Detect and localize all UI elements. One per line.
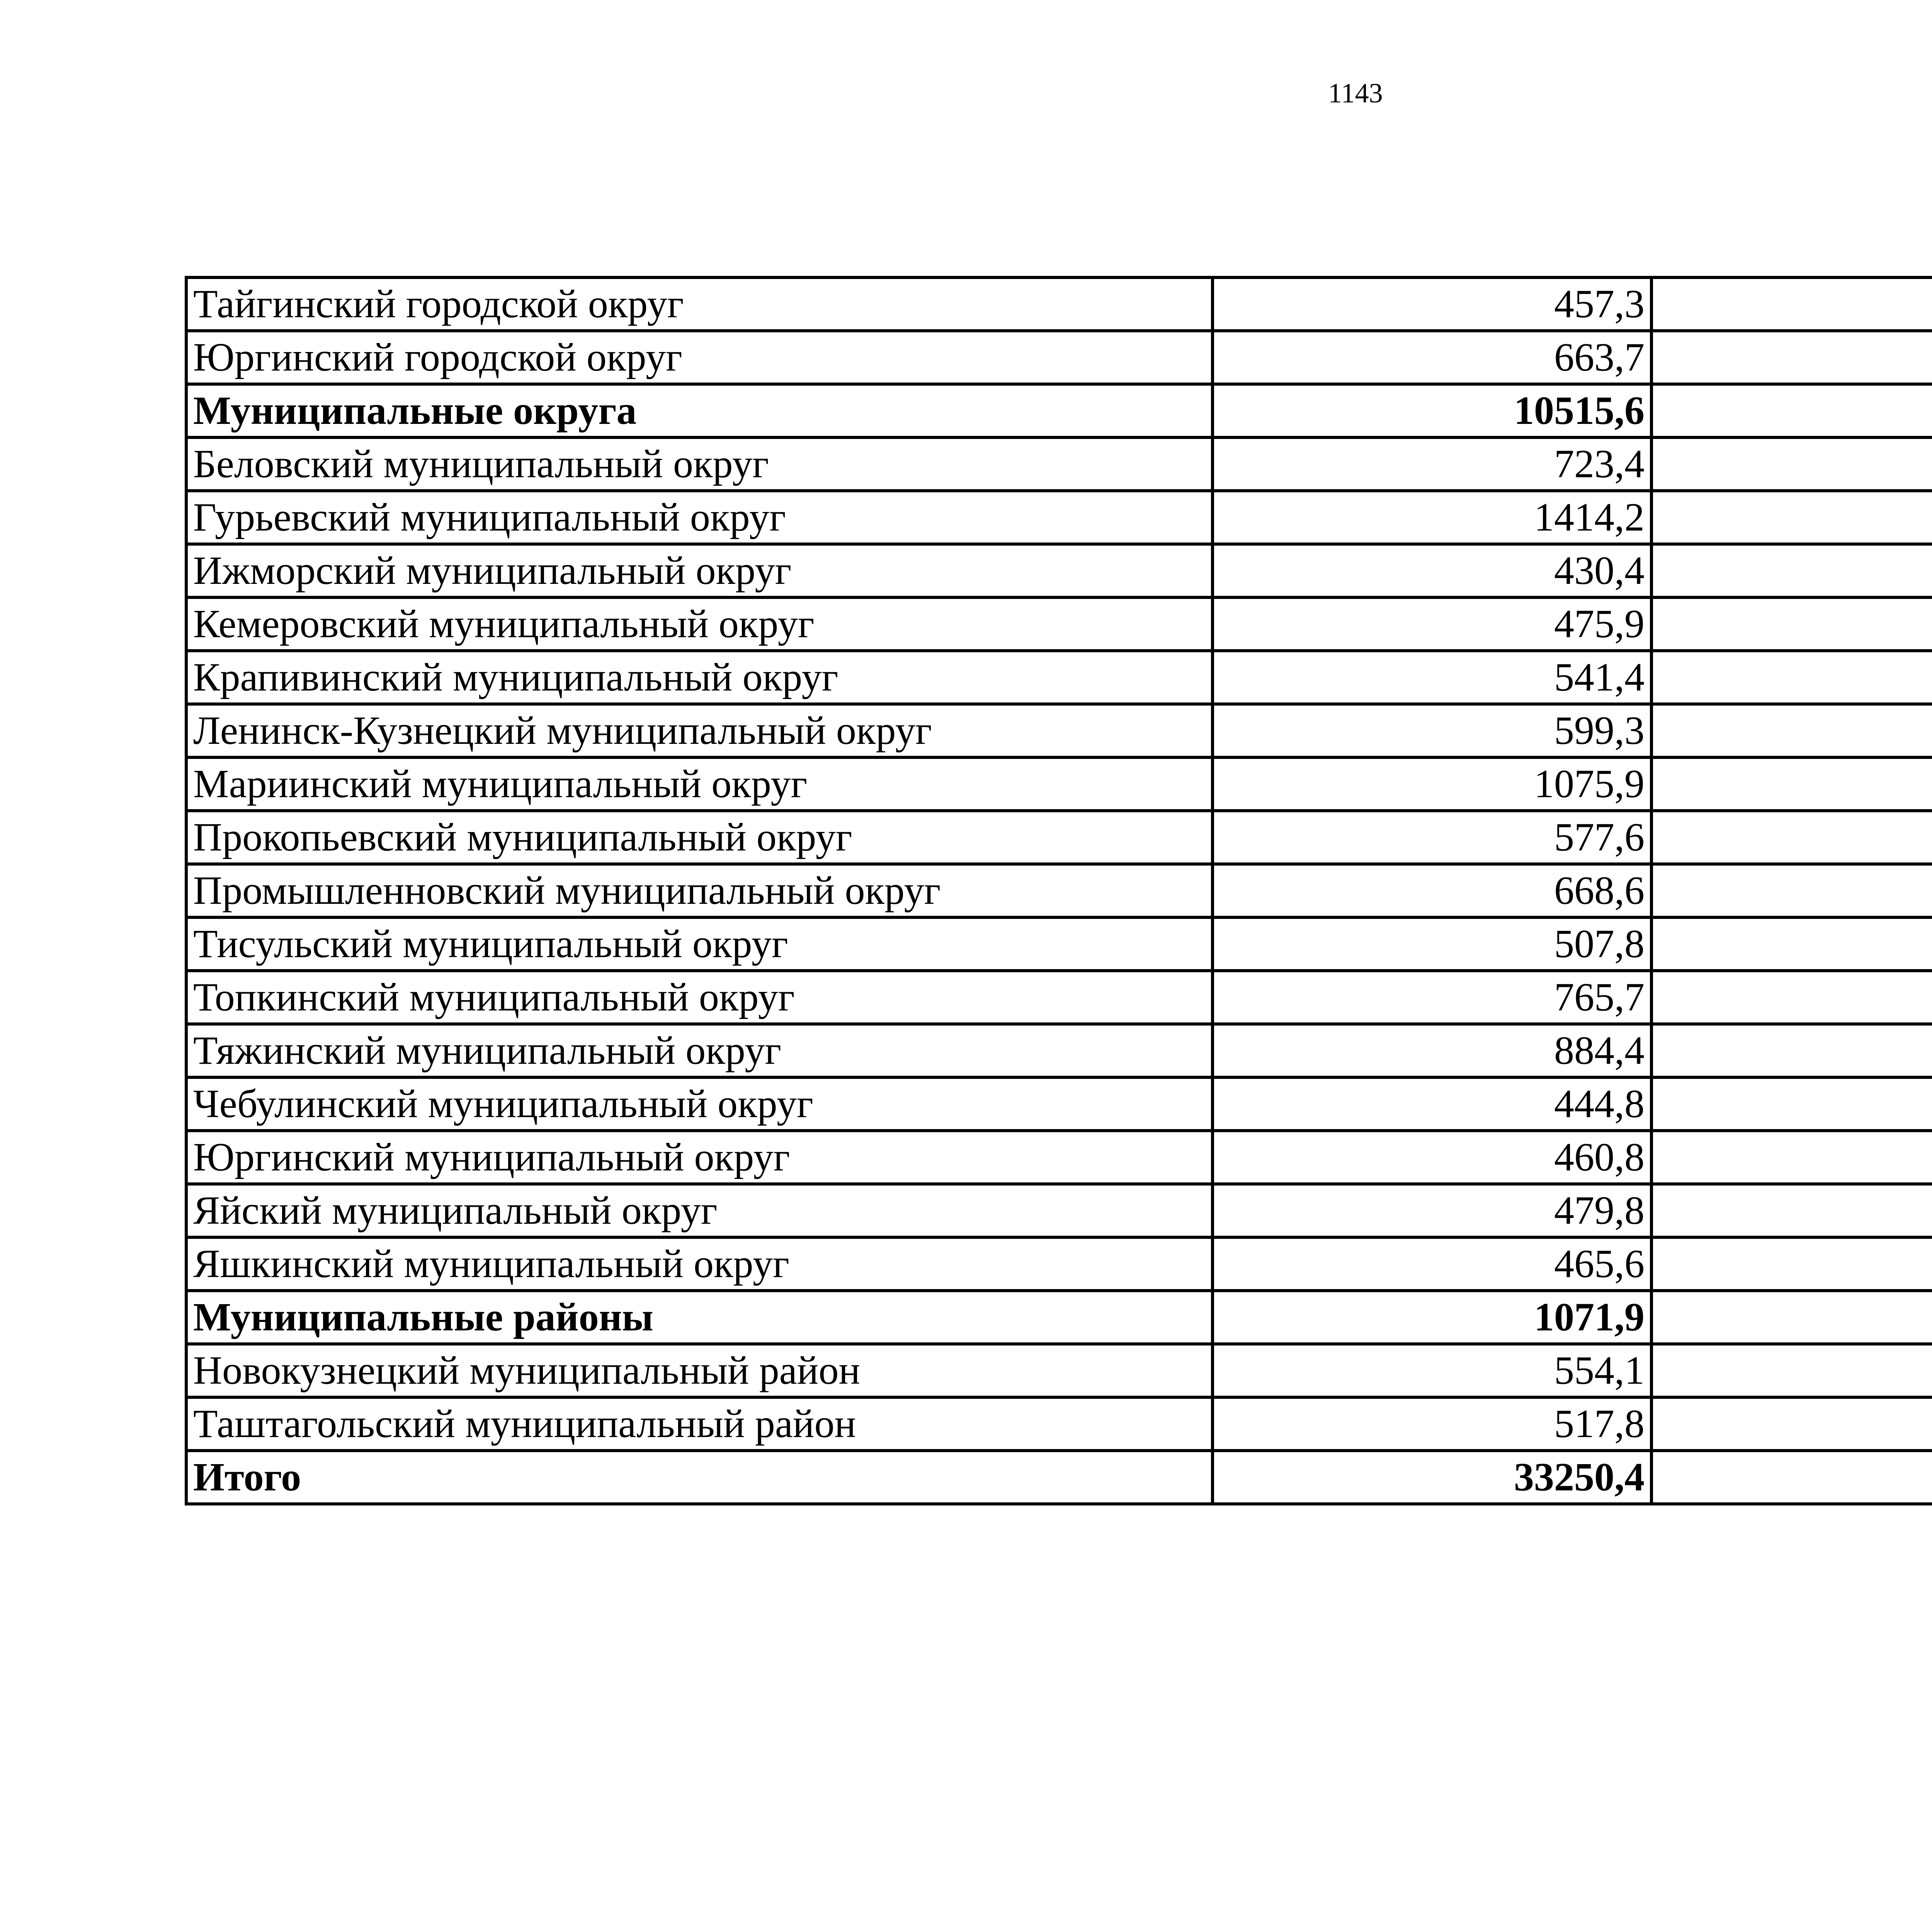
row-name-cell: Ижморский муниципальный округ (186, 544, 1213, 597)
value-cell-1: 599,3 (1213, 704, 1651, 757)
value-cell-1: 479,8 (1213, 1184, 1651, 1237)
row-name-cell: Тяжинский муниципальный округ (186, 1024, 1213, 1077)
row-name-cell: Ленинск-Кузнецкий муниципальный округ (186, 704, 1213, 757)
value-cell-1: 460,8 (1213, 1131, 1651, 1184)
table-body (186, 277, 1932, 1504)
table-row (186, 544, 1932, 597)
table-row (186, 491, 1932, 544)
row-name-cell: Юргинский городской округ (186, 331, 1213, 384)
value-cell-1: 577,6 (1213, 811, 1651, 864)
table-row-subtotal (186, 1451, 1932, 1504)
value-cell-2 (1651, 971, 1932, 1024)
row-name-cell: Промышленновский муниципальный округ (186, 864, 1213, 917)
value-cell-2 (1651, 704, 1932, 757)
value-cell-2 (1651, 1451, 1932, 1504)
value-cell-2 (1651, 811, 1932, 864)
value-cell-1: 33250,4 (1213, 1451, 1651, 1504)
value-cell-2 (1651, 917, 1932, 971)
table-row (186, 1237, 1932, 1291)
table-row (186, 971, 1932, 1024)
value-cell-1: 668,6 (1213, 864, 1651, 917)
value-cell-1: 541,4 (1213, 651, 1651, 704)
row-name-cell: Крапивинский муниципальный округ (186, 651, 1213, 704)
table-row (186, 1024, 1932, 1077)
value-cell-2 (1651, 544, 1932, 597)
row-name-cell: Кемеровский муниципальный округ (186, 597, 1213, 651)
value-cell-2 (1651, 651, 1932, 704)
row-name-cell: Яйский муниципальный округ (186, 1184, 1213, 1237)
value-cell-2 (1651, 437, 1932, 491)
value-cell-1: 723,4 (1213, 437, 1651, 491)
row-name-cell: Беловский муниципальный округ (186, 437, 1213, 491)
row-name-cell: Таштагольский муниципальный район (186, 1397, 1213, 1451)
row-name-cell: Итого (186, 1451, 1213, 1504)
value-cell-2 (1651, 1397, 1932, 1451)
value-cell-2 (1651, 491, 1932, 544)
table-row-subtotal (186, 1291, 1932, 1344)
value-cell-1: 554,1 (1213, 1344, 1651, 1397)
row-name-cell: Прокопьевский муниципальный округ (186, 811, 1213, 864)
value-cell-1: 475,9 (1213, 597, 1651, 651)
row-name-cell: Чебулинский муниципальный округ (186, 1077, 1213, 1131)
table-row (186, 1184, 1932, 1237)
value-cell-1: 507,8 (1213, 917, 1651, 971)
value-cell-2 (1651, 597, 1932, 651)
value-cell-2 (1651, 1077, 1932, 1131)
value-cell-1: 1414,2 (1213, 491, 1651, 544)
value-cell-2 (1651, 1291, 1932, 1344)
value-cell-1: 430,4 (1213, 544, 1651, 597)
table-row-subtotal (186, 384, 1932, 437)
value-cell-2 (1651, 1131, 1932, 1184)
value-cell-2 (1651, 1344, 1932, 1397)
row-name-cell: Яшкинский муниципальный округ (186, 1237, 1213, 1291)
page-number: 1143 (1328, 78, 1383, 109)
table-row (186, 1344, 1932, 1397)
table-row (186, 917, 1932, 971)
value-cell-1: 884,4 (1213, 1024, 1651, 1077)
table-row (186, 811, 1932, 864)
value-cell-1: 663,7 (1213, 331, 1651, 384)
value-cell-2 (1651, 277, 1932, 331)
table-row (186, 597, 1932, 651)
row-name-cell: Муниципальные районы (186, 1291, 1213, 1344)
value-cell-2 (1651, 864, 1932, 917)
value-cell-1: 10515,6 (1213, 384, 1651, 437)
table-row (186, 651, 1932, 704)
value-cell-2 (1651, 1184, 1932, 1237)
row-name-cell: Мариинский муниципальный округ (186, 757, 1213, 811)
value-cell-1: 1075,9 (1213, 757, 1651, 811)
row-name-cell: Муниципальные округа (186, 384, 1213, 437)
table-row (186, 1397, 1932, 1451)
table-row (186, 331, 1932, 384)
value-cell-1: 765,7 (1213, 971, 1651, 1024)
row-name-cell: Тайгинский городской округ (186, 277, 1213, 331)
table-row (186, 1131, 1932, 1184)
value-cell-1: 465,6 (1213, 1237, 1651, 1291)
row-name-cell: Тисульский муниципальный округ (186, 917, 1213, 971)
budget-table (185, 276, 1932, 1505)
row-name-cell: Топкинский муниципальный округ (186, 971, 1213, 1024)
row-name-cell: Юргинский муниципальный округ (186, 1131, 1213, 1184)
row-name-cell: Гурьевский муниципальный округ (186, 491, 1213, 544)
table-row (186, 757, 1932, 811)
table-row (186, 704, 1932, 757)
value-cell-2 (1651, 1237, 1932, 1291)
table-row (186, 1077, 1932, 1131)
value-cell-1: 444,8 (1213, 1077, 1651, 1131)
table-row (186, 437, 1932, 491)
value-cell-2 (1651, 1024, 1932, 1077)
row-name-cell: Новокузнецкий муниципальный район (186, 1344, 1213, 1397)
value-cell-2 (1651, 757, 1932, 811)
value-cell-1: 1071,9 (1213, 1291, 1651, 1344)
table-row (186, 864, 1932, 917)
value-cell-1: 457,3 (1213, 277, 1651, 331)
table-row (186, 277, 1932, 331)
value-cell-1: 517,8 (1213, 1397, 1651, 1451)
value-cell-2 (1651, 384, 1932, 437)
value-cell-2 (1651, 331, 1932, 384)
